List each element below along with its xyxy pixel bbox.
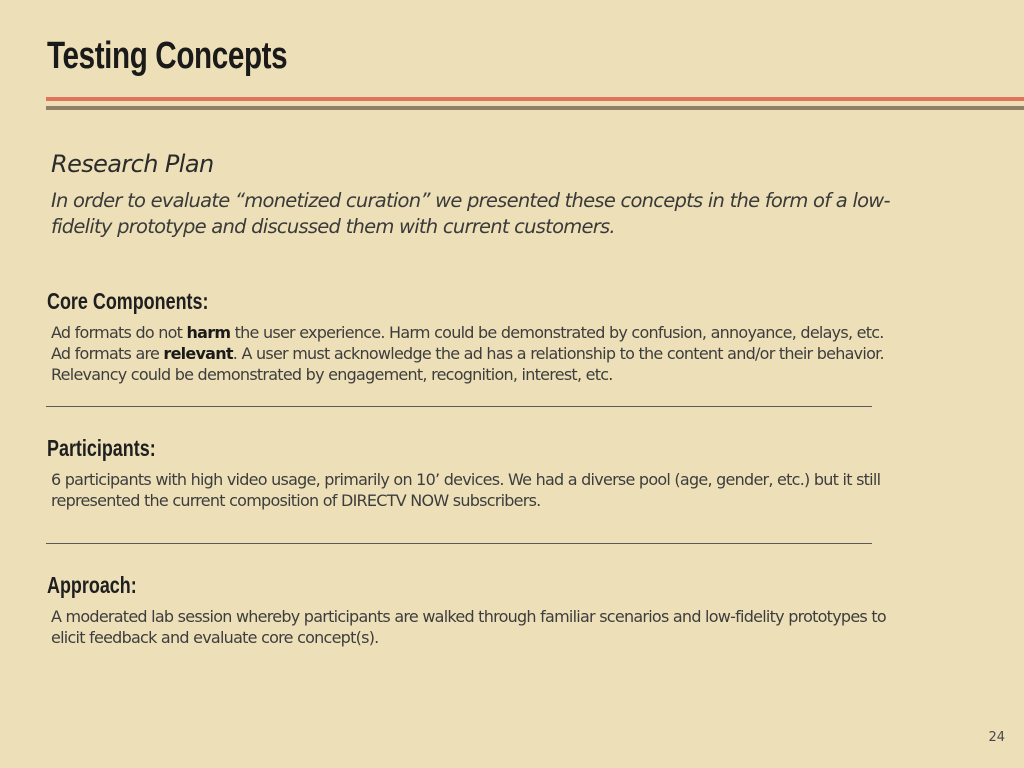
core-components-text bbox=[51, 322, 901, 385]
section-divider bbox=[46, 406, 872, 407]
title-secondary-rule bbox=[46, 106, 1024, 110]
title-accent-rule bbox=[46, 97, 1024, 101]
relevant-emphasis: relevant bbox=[163, 344, 233, 363]
page-number: 24 bbox=[988, 730, 1005, 745]
research-plan-text: In order to evaluate “monetized curation” we presented these concepts in the form of a low-fidelity prototype and discussed them with current customers. bbox=[51, 189, 890, 238]
participants-text: 6 participants with high video usage, primarily on 10’ devices. We had a diverse pool (age, gender, etc.) but it still represented the current composition of DIRECTV NOW subscribers. bbox=[51, 470, 881, 510]
core-components-text-part1: Ad formats do not bbox=[51, 323, 187, 342]
harm-emphasis: harm bbox=[186, 323, 231, 342]
core-components-heading: Core Components: bbox=[47, 288, 209, 314]
participants-heading: Participants: bbox=[47, 435, 156, 461]
approach-heading: Approach: bbox=[47, 572, 137, 598]
core-components-text-part3: . A user must acknowledge the ad has a relationship to the content and/or their behavior. Relevancy could be demonstrated by engagement, recognition, interest, etc. bbox=[51, 344, 884, 384]
section-divider bbox=[46, 543, 872, 544]
slide-title: Testing Concepts bbox=[47, 35, 288, 77]
approach-text: A moderated lab session whereby participants are walked through familiar scenarios and low-fidelity prototypes to elicit feedback and evaluate core concept(s). bbox=[51, 607, 886, 647]
research-plan-heading: Research Plan bbox=[51, 150, 214, 178]
core-components-text-part2: the user experience. Harm could be demonstrated by confusion, annoyance, delays, etc. Ad formats are bbox=[51, 323, 884, 363]
